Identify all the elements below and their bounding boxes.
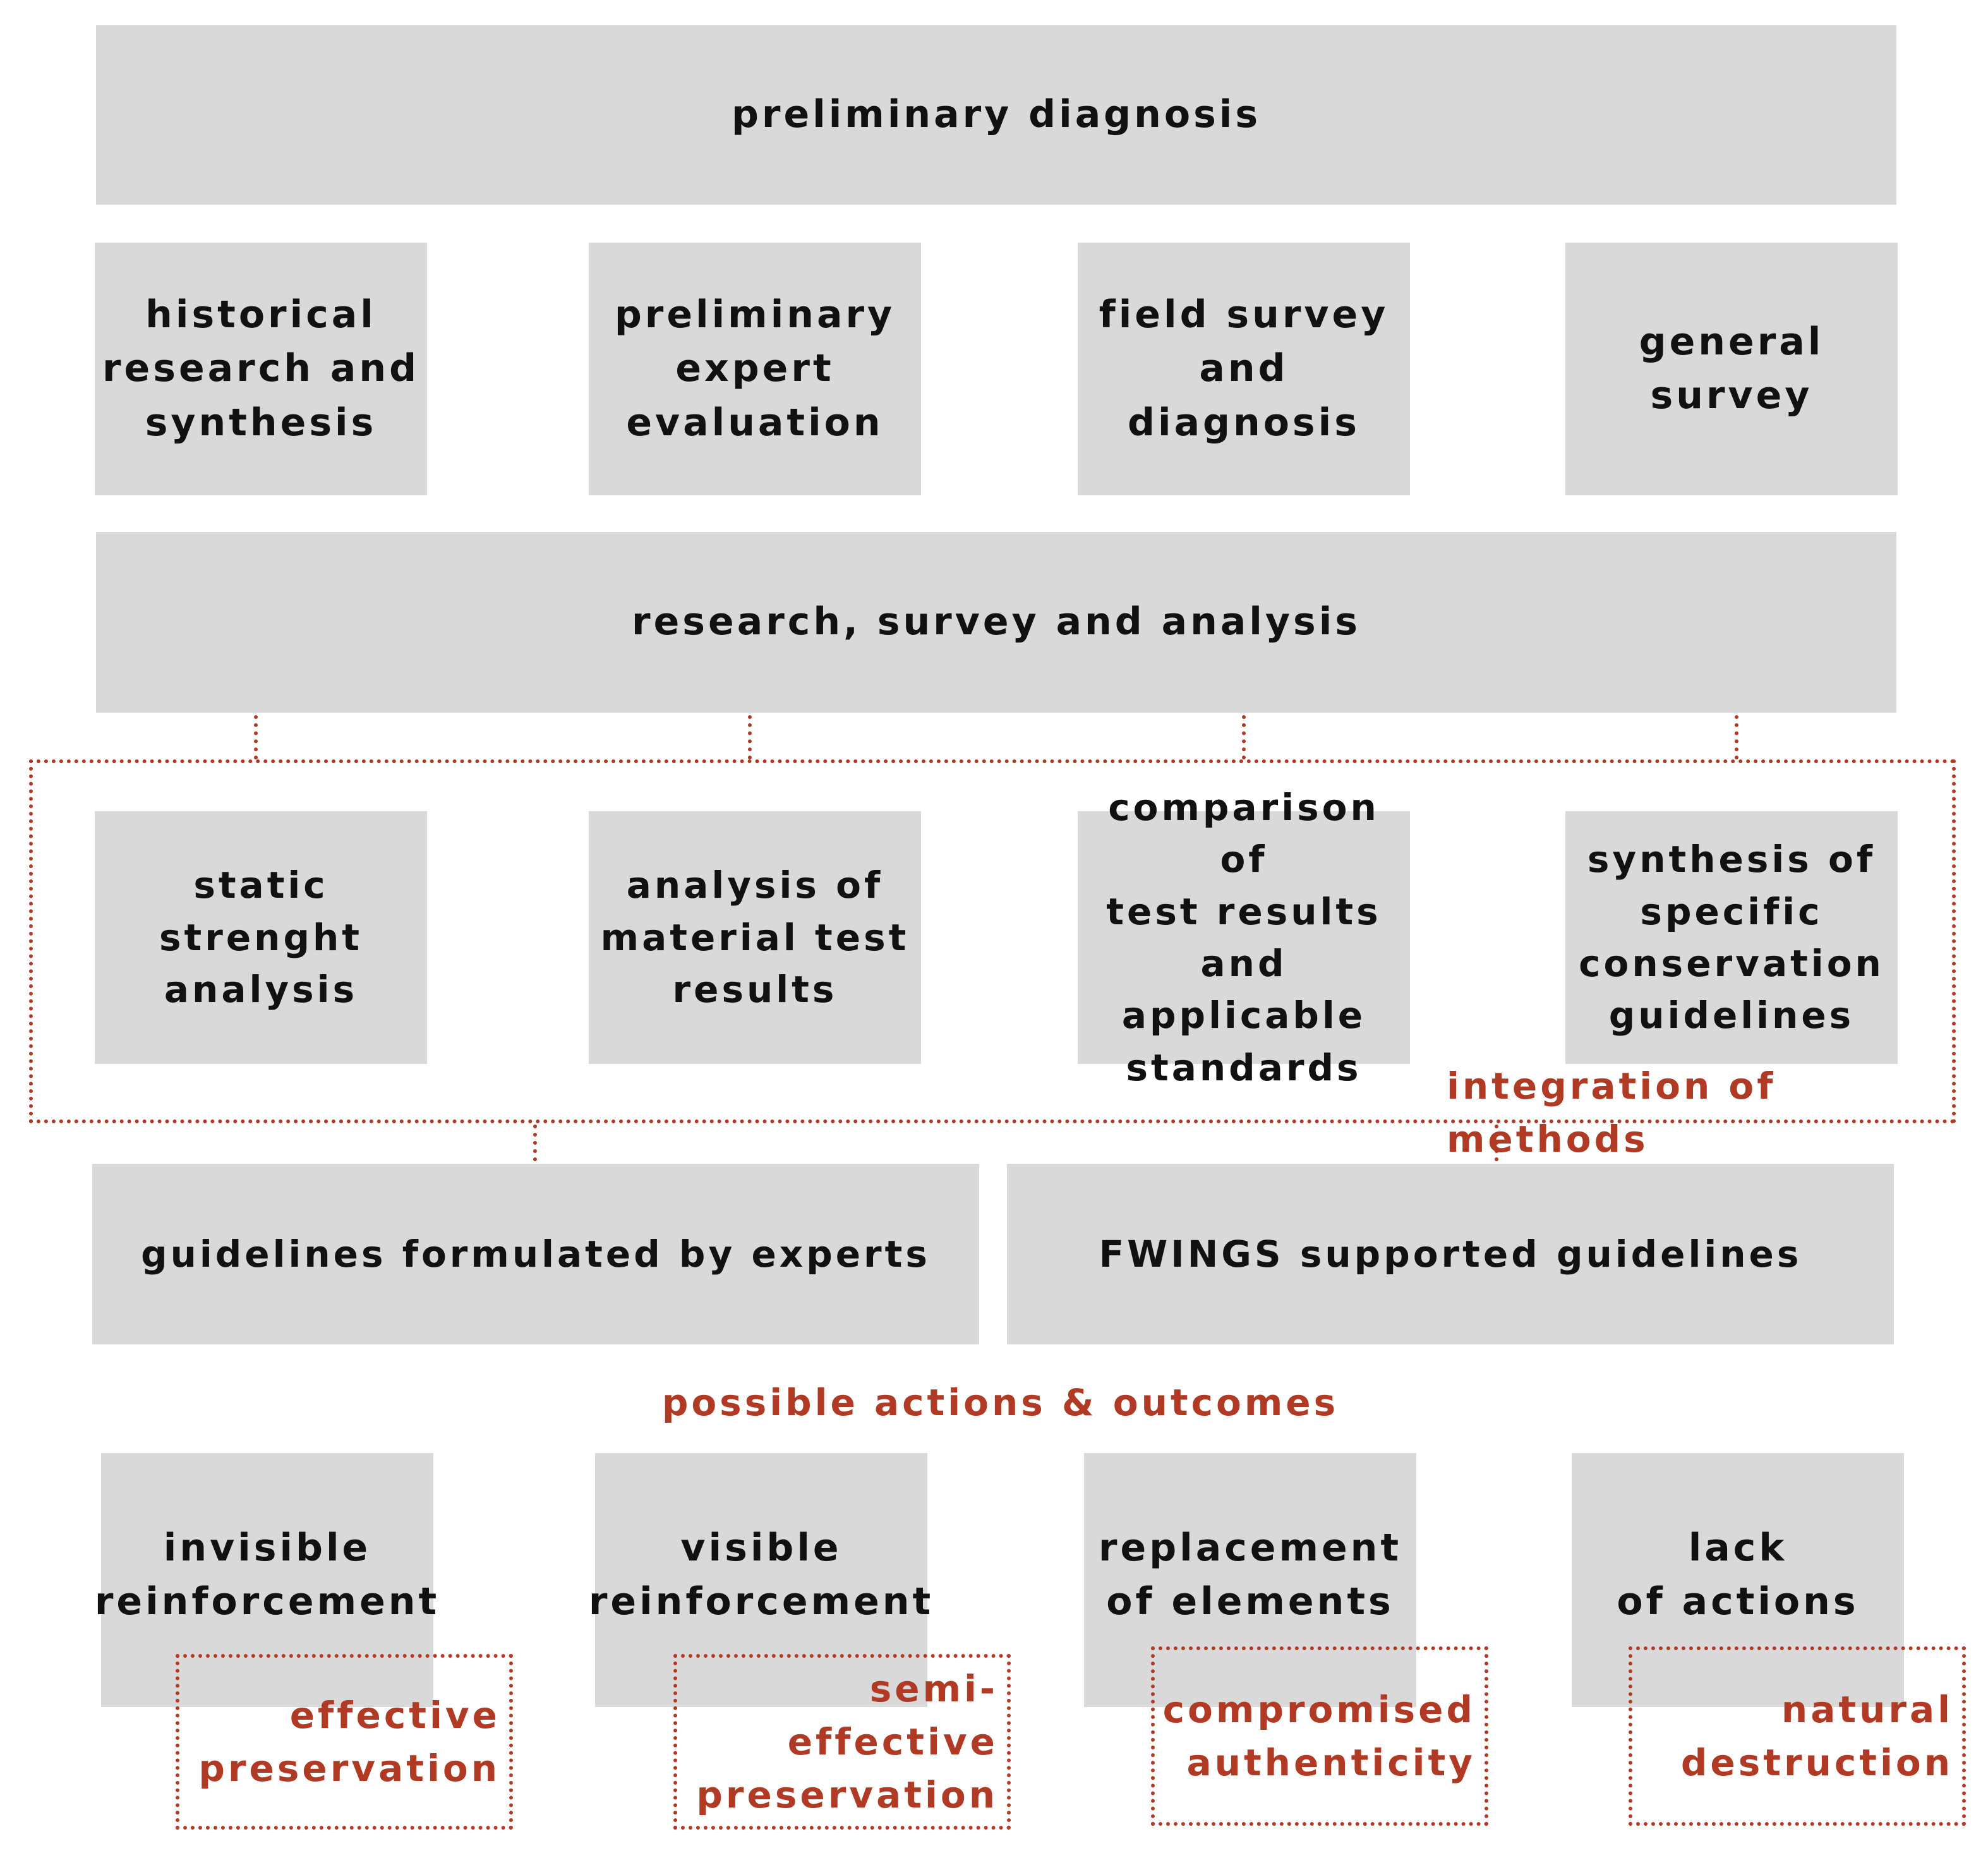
field-survey-label: field survey and diagnosis — [1099, 293, 1389, 445]
static-strength-label: static strenght analysis — [159, 864, 363, 1011]
material-test-box — [589, 811, 921, 1064]
static-strength-box — [95, 811, 427, 1064]
outcome-semi-effective-preservation — [673, 1654, 1011, 1830]
synthesis-box — [1565, 811, 1898, 1064]
research-survey-analysis-box — [96, 532, 1896, 713]
field-survey-box — [1078, 243, 1410, 495]
replacement-label: replacement of elements — [1098, 1526, 1402, 1624]
connector-5 — [533, 1125, 537, 1161]
connector-3 — [1242, 715, 1246, 759]
connector-4 — [1735, 715, 1738, 759]
outcome-semi-effective-label: semi-effective preservation — [696, 1667, 998, 1817]
fwings-guidelines-label: FWINGS supported guidelines — [1099, 1232, 1802, 1276]
connector-6 — [1495, 1125, 1498, 1161]
historical-research-label: historical research and synthesis — [102, 293, 420, 445]
outcome-natural-destruction — [1629, 1646, 1966, 1826]
outcome-natural-destruction-label: natural destruction — [1680, 1687, 1953, 1784]
outcome-compromised-authenticity — [1151, 1646, 1488, 1826]
expert-evaluation-label: preliminary expert evaluation — [614, 293, 896, 445]
preliminary-diagnosis-box — [96, 25, 1896, 205]
synthesis-label: synthesis of specific conservation guidelines — [1579, 838, 1884, 1037]
invisible-reinforcement-label: invisible reinforcement — [94, 1526, 440, 1624]
general-survey-label: general survey — [1639, 319, 1824, 418]
outcome-effective-label: effective preservation — [198, 1693, 500, 1790]
material-test-label: analysis of material test results — [600, 864, 910, 1011]
expert-evaluation-box — [589, 243, 921, 495]
historical-research-box — [95, 243, 427, 495]
comparison-label: comparison of test results and applicable standards — [1106, 785, 1382, 1089]
expert-guidelines-box — [92, 1164, 979, 1344]
expert-guidelines-label: guidelines formulated by experts — [141, 1232, 931, 1276]
research-survey-analysis-label: research, survey and analysis — [632, 600, 1361, 644]
connector-2 — [748, 715, 752, 759]
visible-reinforcement-label: visible reinforcement — [588, 1526, 934, 1624]
outcome-effective-preservation — [176, 1654, 513, 1830]
general-survey-box — [1565, 243, 1898, 495]
fwings-guidelines-box — [1007, 1164, 1894, 1344]
integration-of-methods-label: integration of methods — [1447, 1065, 1776, 1161]
preliminary-diagnosis-label: preliminary diagnosis — [731, 92, 1262, 137]
outcome-compromised-label: compromised authenticity — [1162, 1687, 1476, 1784]
connector-1 — [254, 715, 258, 759]
possible-actions-title: possible actions & outcomes — [661, 1381, 1339, 1424]
lack-of-actions-label: lack of actions — [1617, 1526, 1859, 1624]
comparison-box — [1078, 785, 1410, 1089]
